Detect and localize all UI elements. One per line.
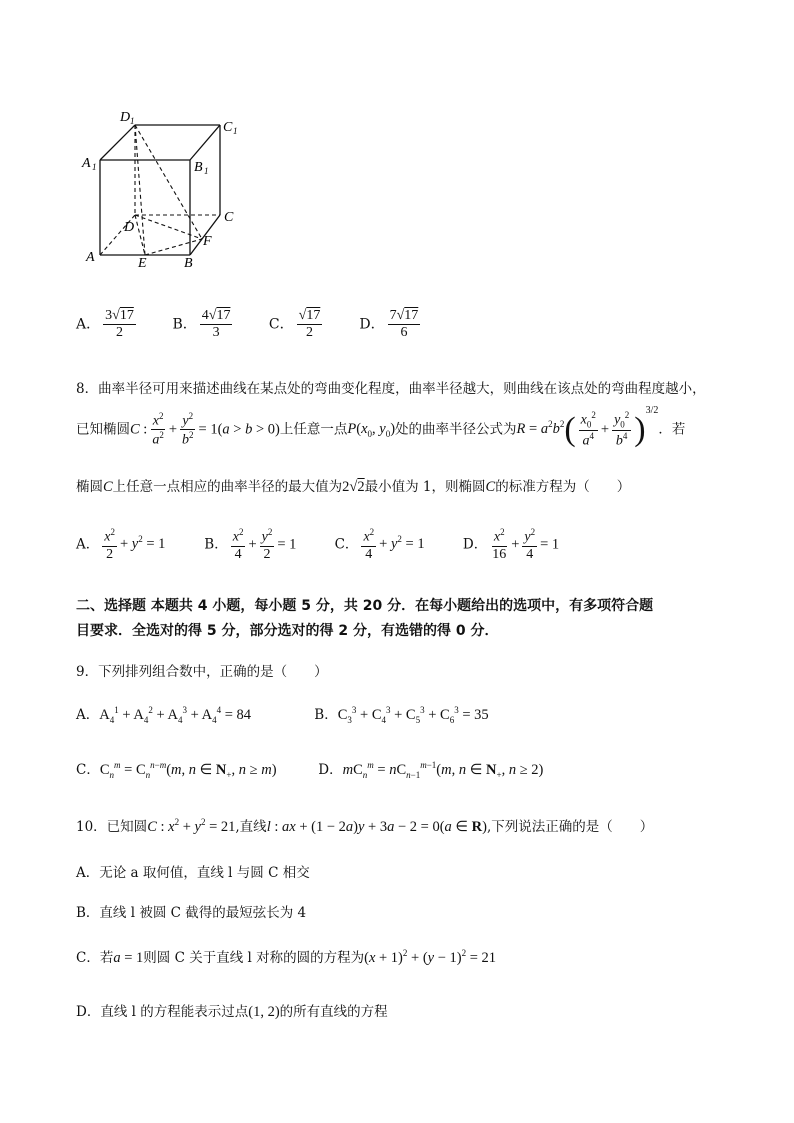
label-D: D <box>124 220 135 235</box>
label-A: A <box>86 250 95 265</box>
q8-options <box>76 527 559 563</box>
q9-option-c: C．$C_n^m = C_n^{n-m}(m$, n ∈ $N_+$, n ≥ m) <box>76 760 277 780</box>
label-A1-sub: 1 <box>92 162 97 172</box>
q9-row2 <box>76 758 543 780</box>
q10-option-a: A．无论 a 取何值，直线 l 与圆 C 相交 <box>76 865 310 881</box>
q8-option-c: C． $\frac{x^2}{4}$ + $y^2 = 1$ <box>334 527 425 562</box>
label-F: F <box>203 234 212 249</box>
q9-option-a: A．$A_4^1 + A_4^2 + A_4^3 + A_4^4 = 84$ <box>76 705 251 725</box>
q10-option-c: C．若a = 1则圆 C 关于直线 l 对称的圆的方程为$(x + 1)^2 + (y - 1)^2 = 21$ <box>76 948 497 966</box>
label-C1-sub: 1 <box>233 126 238 136</box>
section2-line2: 目要求．全选对的得 5 分，部分选对的得 2 分，有选错的得 0 分． <box>76 623 499 639</box>
label-D1-sub: 1 <box>130 116 135 126</box>
label-C1: C <box>223 120 233 135</box>
q8-option-d: D． $\frac{x^2}{16}$ + $\frac{y^2}{4}$ = 1 <box>462 527 560 562</box>
q10-stem: 10．已知圆C : $x^2 + y^2 = 21$,直线l : ax + (1 − 2a)y + 3a − 2 = 0(a ∈ R),下列说法正确的是（ ） <box>76 817 654 835</box>
cube-figure <box>80 105 250 270</box>
q9-stem: 9．下列排列组合数中，正确的是（ ） <box>76 664 328 680</box>
q8-option-b: B． $\frac{x^2}{4}$ + $\frac{y^2}{2}$ = 1 <box>204 527 297 562</box>
q7-option-a: A． $\frac{3√17}{2}$ <box>76 308 134 341</box>
q10-option-b: B．直线 l 被圆 C 截得的最短弦长为 4 <box>76 905 307 921</box>
label-B1-sub: 1 <box>204 166 209 176</box>
label-B1: B <box>194 160 203 175</box>
q8-option-a: A． $\frac{x^2}{2}$ + $y^2 = 1$ <box>76 527 166 562</box>
section2-line1: 二、选择题 本题共 4 小题，每小题 5 分，共 20 分．在每小题给出的选项中，有多项符合题 <box>76 598 654 614</box>
q9-row1 <box>76 703 489 725</box>
q7-option-b: B． $\frac{4√17}{3}$ <box>172 308 231 341</box>
q8-line1: 8．曲率半径可用来描述曲线在某点处的弯曲变化程度，曲率半径越大，则曲线在该点处的弯曲程度越小， <box>76 381 706 397</box>
label-D1: D <box>120 110 131 125</box>
q7-option-c: C． $\frac{√17}{2}$ <box>268 308 321 341</box>
q10-option-d: D．直线 l 的方程能表示过点(1, 2)的所有直线的方程 <box>76 1004 388 1020</box>
q9-option-b: B．$C_3^3 + C_4^3 + C_5^3 + C_6^3 = 35$ <box>314 705 489 725</box>
q8-line3: 椭圆C上任意一点相应的曲率半径的最大值为2√2最小值为 1，则椭圆C的标准方程为（ ） <box>76 479 631 495</box>
label-A1: A <box>82 156 91 171</box>
label-E: E <box>138 256 147 270</box>
q8-line2: 已知椭圆C : $\frac{x^2}{a^2}$ + $\frac{y^2}{b^2}$ = 1(a > b > 0)上任意一点$P(x_0$, $y_0$)处的曲率半径公式为$R = a^2b^2$( $\frac{x_0^2}{a^4}$ + $\frac{y_0^2}{b^4}$ )$^{3/2}$．若 <box>76 405 686 449</box>
label-B: B <box>184 256 193 270</box>
q9-option-d: D．$mC_n^m = nC_{n-1}^{m-1}(m$, n ∈ $N_+$, n ≥ 2) <box>318 760 544 780</box>
q7-options <box>76 308 423 341</box>
label-C: C <box>224 210 234 225</box>
q7-option-d: D． $\frac{7√17}{6}$ <box>359 308 419 341</box>
